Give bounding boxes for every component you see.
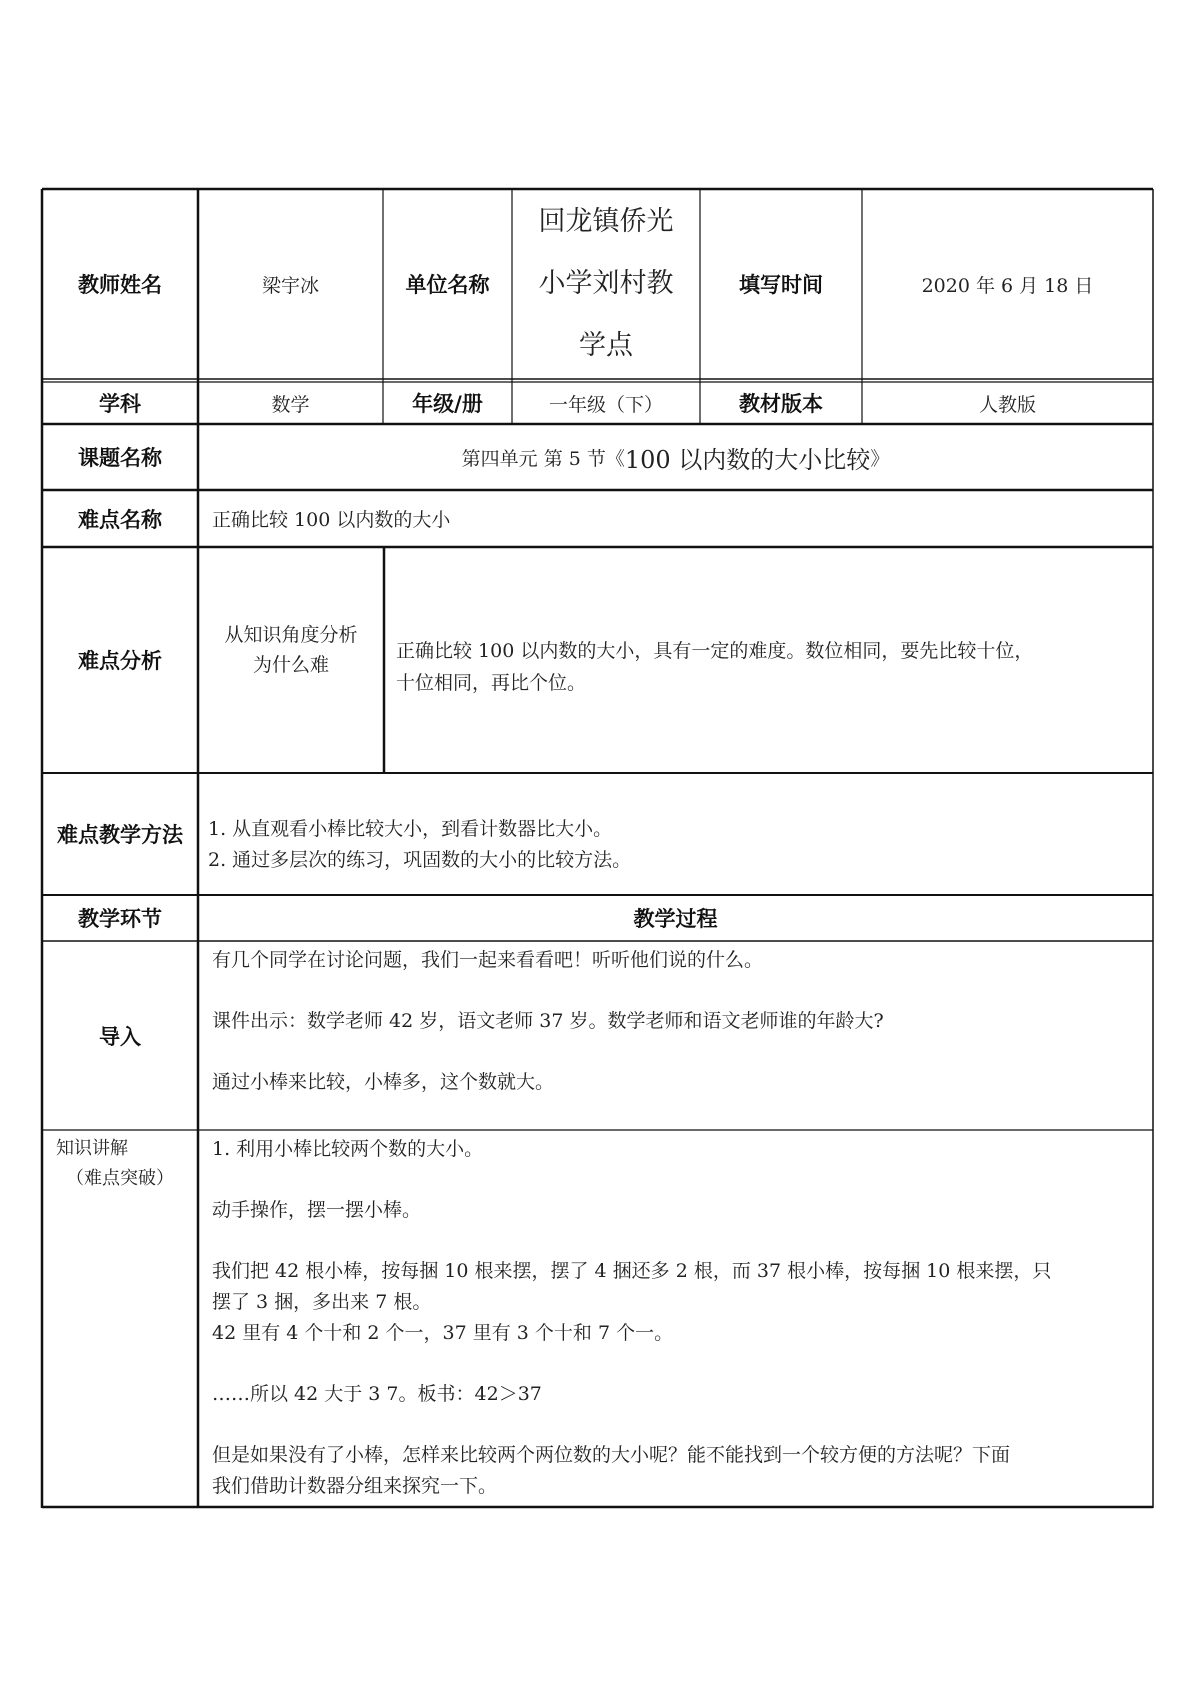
unit-name-line-1: 回龙镇侨光 xyxy=(538,206,674,237)
knowledge-label xyxy=(42,1130,198,1250)
analysis-text-line-1: 正确比较 100 以内数的大小，具有一定的难度。数位相同，要先比较十位， xyxy=(396,640,1034,662)
unit-name-line-3: 学点 xyxy=(579,330,633,361)
teacher-name-label: 教师姓名 xyxy=(78,273,162,297)
knowledge-paragraph-4: ……所以 42 大于 3 7。板书：42＞37 xyxy=(212,1383,542,1405)
analysis-text xyxy=(396,547,1146,773)
process-header-label: 教学过程 xyxy=(633,907,718,931)
subject-label: 学科 xyxy=(99,392,141,416)
analysis-text-line-2: 十位相同，再比个位。 xyxy=(396,672,587,694)
difficulty-label: 难点名称 xyxy=(78,507,162,532)
topic-value xyxy=(198,424,1153,490)
intro-paragraph-2: 课件出示：数学老师 42 岁，语文老师 37 岁。数学老师和语文老师谁的年龄大? xyxy=(212,1010,884,1032)
edition-label: 教材版本 xyxy=(739,392,823,416)
knowledge-paragraph-1: 1. 利用小棒比较两个数的大小。 xyxy=(212,1138,484,1160)
edition-value: 人教版 xyxy=(978,393,1036,416)
grade-value: 一年级（下） xyxy=(548,393,663,416)
knowledge-paragraph-5-line-2: 我们借助计数器分组来探究一下。 xyxy=(212,1475,498,1497)
analysis-sub-label-line-2: 为什么难 xyxy=(252,654,329,676)
knowledge-text xyxy=(212,1130,1148,1507)
analysis-label: 难点分析 xyxy=(78,649,162,673)
method-line-2: 2. 通过多层次的练习，巩固数的大小的比较方法。 xyxy=(208,849,632,871)
knowledge-label-line-2: （难点突破） xyxy=(66,1168,174,1189)
analysis-sub-label xyxy=(198,547,384,773)
unit-name-value xyxy=(512,189,700,379)
stage-header-label: 教学环节 xyxy=(78,907,162,931)
intro-text xyxy=(212,941,1148,1130)
grade-label: 年级/册 xyxy=(412,392,483,416)
knowledge-paragraph-5-line-1: 但是如果没有了小棒，怎样来比较两个两位数的大小呢？能不能找到一个较方便的方法呢？下面 xyxy=(212,1444,1011,1466)
knowledge-paragraph-3-line-3: 42 里有 4 个十和 2 个一，37 里有 3 个十和 7 个一。 xyxy=(212,1322,674,1344)
fill-date-value: 2020 年 6 月 18 日 xyxy=(921,274,1094,297)
difficulty-value: 正确比较 100 以内数的大小 xyxy=(212,509,451,531)
topic-suffix: 》 xyxy=(870,447,890,470)
topic-title: 100 以内数的大小比较 xyxy=(624,445,871,474)
topic-prefix: 第四单元 第 5 节《 xyxy=(461,447,625,470)
teacher-name-value: 梁宇冰 xyxy=(261,274,319,297)
knowledge-paragraph-3-line-2: 摆了 3 捆，多出来 7 根。 xyxy=(212,1291,432,1313)
intro-label: 导入 xyxy=(99,1024,141,1049)
intro-paragraph-3: 通过小棒来比较，小棒多，这个数就大。 xyxy=(212,1071,555,1093)
topic-label: 课题名称 xyxy=(78,446,162,470)
knowledge-paragraph-2: 动手操作，摆一摆小棒。 xyxy=(212,1199,422,1221)
method-label: 难点教学方法 xyxy=(57,823,183,847)
knowledge-paragraph-3-line-1: 我们把 42 根小棒，按每捆 10 根来摆，摆了 4 捆还多 2 根，而 37 根小棒，按每捆 10 根来摆，只 xyxy=(212,1260,1052,1282)
intro-paragraph-1: 有几个同学在讨论问题，我们一起来看看吧！听听他们说的什么。 xyxy=(212,949,764,971)
method-text xyxy=(208,773,1148,895)
knowledge-label-line-1: 知识讲解 xyxy=(56,1138,128,1159)
fill-date-label: 填写时间 xyxy=(739,273,823,297)
analysis-sub-label-line-1: 从知识角度分析 xyxy=(224,624,358,646)
unit-name-line-2: 小学刘村教 xyxy=(538,268,674,299)
method-line-1: 1. 从直观看小棒比较大小，到看计数器比大小。 xyxy=(208,818,613,840)
subject-value: 数学 xyxy=(271,393,310,416)
unit-name-label: 单位名称 xyxy=(405,273,490,297)
